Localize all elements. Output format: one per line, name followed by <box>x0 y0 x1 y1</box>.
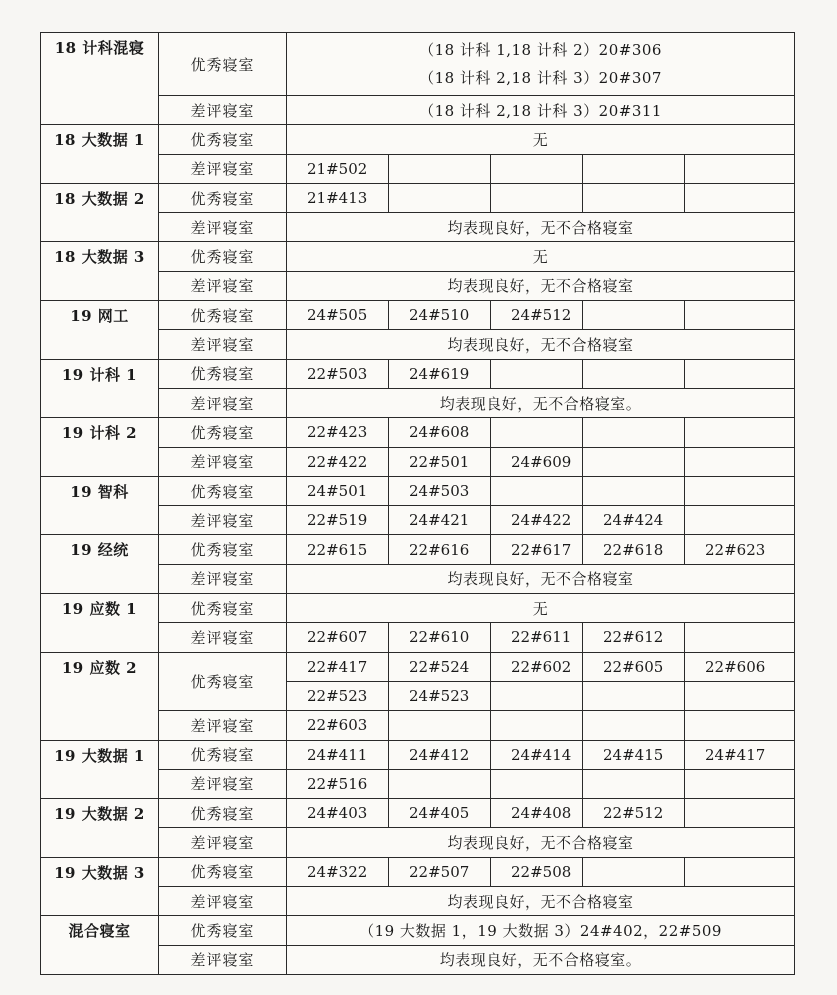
empty-cell <box>685 623 795 652</box>
evaluation-type-cell: 差评寝室 <box>159 769 287 798</box>
class-name-cell: 19 大数据 2 <box>41 799 159 858</box>
class-name-cell: 18 大数据 3 <box>41 242 159 301</box>
table-row <box>41 359 795 388</box>
evaluation-type-cell: 优秀寝室 <box>159 242 287 271</box>
table-row <box>41 125 795 154</box>
empty-cell <box>583 359 685 388</box>
room-cell: 21#502 <box>287 154 389 183</box>
empty-cell <box>491 769 583 798</box>
evaluation-type-cell: 优秀寝室 <box>159 33 287 96</box>
empty-cell <box>583 476 685 505</box>
room-cell: 22#606 <box>685 652 795 681</box>
evaluation-type-cell: 优秀寝室 <box>159 359 287 388</box>
merged-note-cell: 均表现良好，无不合格寝室 <box>287 887 795 916</box>
empty-cell <box>685 359 795 388</box>
room-cell: 22#523 <box>287 681 389 710</box>
class-name-cell: 19 计科 2 <box>41 418 159 477</box>
evaluation-type-cell: 差评寝室 <box>159 271 287 300</box>
empty-cell <box>491 711 583 740</box>
class-name-cell: 18 大数据 1 <box>41 125 159 184</box>
empty-cell <box>583 154 685 183</box>
table-row <box>41 183 795 212</box>
merged-note-cell: （19 大数据 1，19 大数据 3）24#402，22#509 <box>287 916 795 945</box>
room-cell: 22#610 <box>389 623 491 652</box>
table-row <box>41 418 795 447</box>
room-cell: 22#423 <box>287 418 389 447</box>
empty-cell <box>491 359 583 388</box>
merged-note-cell: 无 <box>287 594 795 623</box>
evaluation-type-cell: 优秀寝室 <box>159 125 287 154</box>
room-line: （18 计科 2,18 计科 3）20#307 <box>419 69 662 87</box>
table-row <box>41 33 795 96</box>
merged-note-cell: （18 计科 2,18 计科 3）20#311 <box>287 96 795 125</box>
table-row <box>41 799 795 828</box>
evaluation-type-cell: 差评寝室 <box>159 564 287 593</box>
empty-cell <box>685 506 795 535</box>
room-cell: 24#512 <box>491 301 583 330</box>
evaluation-type-cell: 差评寝室 <box>159 330 287 359</box>
room-cell: 22#512 <box>583 799 685 828</box>
table-row <box>41 535 795 564</box>
room-cell: 21#413 <box>287 183 389 212</box>
room-cell: 22#618 <box>583 535 685 564</box>
room-line: （18 计科 1,18 计科 2）20#306 <box>419 41 662 59</box>
dormitory-evaluation-table <box>40 32 795 975</box>
empty-cell <box>583 301 685 330</box>
room-cell: 22#605 <box>583 652 685 681</box>
room-cell: 22#524 <box>389 652 491 681</box>
class-name-cell: 混合寝室 <box>41 916 159 975</box>
room-cell: 22#507 <box>389 857 491 886</box>
room-cell: 22#602 <box>491 652 583 681</box>
room-cell: 24#503 <box>389 476 491 505</box>
merged-note-cell: 均表现良好，无不合格寝室 <box>287 564 795 593</box>
evaluation-type-cell: 差评寝室 <box>159 96 287 125</box>
room-cell: 24#405 <box>389 799 491 828</box>
class-name-cell: 18 计科混寝 <box>41 33 159 125</box>
evaluation-type-cell: 差评寝室 <box>159 154 287 183</box>
room-cell: 24#415 <box>583 740 685 769</box>
empty-cell <box>685 681 795 710</box>
empty-cell <box>389 711 491 740</box>
table-row <box>41 740 795 769</box>
empty-cell <box>685 301 795 330</box>
merged-note-cell: 均表现良好，无不合格寝室 <box>287 213 795 242</box>
merged-note-cell: 无 <box>287 125 795 154</box>
room-cell: 22#603 <box>287 711 389 740</box>
merged-note-cell: 均表现良好，无不合格寝室 <box>287 330 795 359</box>
room-cell: 24#608 <box>389 418 491 447</box>
empty-cell <box>685 711 795 740</box>
room-cell: 22#616 <box>389 535 491 564</box>
evaluation-type-cell: 差评寝室 <box>159 506 287 535</box>
room-cell: 22#516 <box>287 769 389 798</box>
empty-cell <box>491 183 583 212</box>
class-name-cell: 18 大数据 2 <box>41 183 159 242</box>
room-cell: 22#503 <box>287 359 389 388</box>
table-row <box>41 594 795 623</box>
empty-cell <box>491 154 583 183</box>
room-cell: 24#412 <box>389 740 491 769</box>
evaluation-type-cell: 差评寝室 <box>159 711 287 740</box>
room-cell: 22#623 <box>685 535 795 564</box>
class-name-cell: 19 智科 <box>41 476 159 535</box>
evaluation-type-cell: 优秀寝室 <box>159 740 287 769</box>
empty-cell <box>583 418 685 447</box>
merged-note-cell: 无 <box>287 242 795 271</box>
empty-cell <box>583 711 685 740</box>
room-cell: 22#501 <box>389 447 491 476</box>
class-name-cell: 19 大数据 1 <box>41 740 159 799</box>
evaluation-type-cell: 优秀寝室 <box>159 857 287 886</box>
room-cell: 22#417 <box>287 652 389 681</box>
room-cell: 24#411 <box>287 740 389 769</box>
merged-note-cell: 均表现良好，无不合格寝室。 <box>287 388 795 417</box>
room-cell: 24#505 <box>287 301 389 330</box>
empty-cell <box>389 769 491 798</box>
empty-cell <box>685 476 795 505</box>
empty-cell <box>685 154 795 183</box>
merged-note-cell: 均表现良好，无不合格寝室 <box>287 828 795 857</box>
empty-cell <box>491 681 583 710</box>
empty-cell <box>685 857 795 886</box>
class-name-cell: 19 经统 <box>41 535 159 594</box>
evaluation-type-cell: 优秀寝室 <box>159 418 287 447</box>
empty-cell <box>491 418 583 447</box>
evaluation-type-cell: 差评寝室 <box>159 213 287 242</box>
room-cell: 24#417 <box>685 740 795 769</box>
empty-cell <box>583 447 685 476</box>
evaluation-type-cell: 优秀寝室 <box>159 799 287 828</box>
table-row <box>41 652 795 681</box>
evaluation-type-cell: 优秀寝室 <box>159 183 287 212</box>
evaluation-type-cell: 差评寝室 <box>159 623 287 652</box>
merged-note-cell: 均表现良好，无不合格寝室 <box>287 271 795 300</box>
room-cell: 22#519 <box>287 506 389 535</box>
empty-cell <box>583 769 685 798</box>
room-cell: 22#607 <box>287 623 389 652</box>
evaluation-type-cell: 优秀寝室 <box>159 916 287 945</box>
class-name-cell: 19 网工 <box>41 301 159 360</box>
room-cell: 22#615 <box>287 535 389 564</box>
room-cell: 24#510 <box>389 301 491 330</box>
empty-cell <box>583 183 685 212</box>
evaluation-type-cell: 优秀寝室 <box>159 301 287 330</box>
room-cell: 24#424 <box>583 506 685 535</box>
evaluation-type-cell: 优秀寝室 <box>159 594 287 623</box>
room-cell: 24#408 <box>491 799 583 828</box>
table-row <box>41 242 795 271</box>
evaluation-type-cell: 优秀寝室 <box>159 476 287 505</box>
class-name-cell: 19 大数据 3 <box>41 857 159 916</box>
empty-cell <box>389 154 491 183</box>
room-cell: 24#619 <box>389 359 491 388</box>
empty-cell <box>491 476 583 505</box>
table-row <box>41 301 795 330</box>
room-cell: 24#421 <box>389 506 491 535</box>
empty-cell <box>685 183 795 212</box>
room-cell: 24#609 <box>491 447 583 476</box>
room-cell: 22#422 <box>287 447 389 476</box>
evaluation-type-cell: 优秀寝室 <box>159 535 287 564</box>
empty-cell <box>685 799 795 828</box>
empty-cell <box>685 418 795 447</box>
evaluation-type-cell: 差评寝室 <box>159 447 287 476</box>
evaluation-type-cell: 差评寝室 <box>159 887 287 916</box>
empty-cell <box>685 447 795 476</box>
room-cell: 24#403 <box>287 799 389 828</box>
room-cell: 22#612 <box>583 623 685 652</box>
table-row <box>41 916 795 945</box>
room-cell: 24#523 <box>389 681 491 710</box>
joined-rooms-cell <box>287 33 795 96</box>
class-name-cell: 19 计科 1 <box>41 359 159 418</box>
empty-cell <box>583 681 685 710</box>
room-cell: 24#422 <box>491 506 583 535</box>
empty-cell <box>685 769 795 798</box>
evaluation-type-cell: 优秀寝室 <box>159 652 287 711</box>
room-cell: 22#617 <box>491 535 583 564</box>
class-name-cell: 19 应数 2 <box>41 652 159 740</box>
empty-cell <box>583 857 685 886</box>
room-cell: 24#322 <box>287 857 389 886</box>
room-cell: 22#508 <box>491 857 583 886</box>
room-cell: 24#414 <box>491 740 583 769</box>
evaluation-type-cell: 差评寝室 <box>159 388 287 417</box>
table-row <box>41 476 795 505</box>
room-cell: 24#501 <box>287 476 389 505</box>
table-row <box>41 857 795 886</box>
evaluation-type-cell: 差评寝室 <box>159 945 287 974</box>
merged-note-cell: 均表现良好，无不合格寝室。 <box>287 945 795 974</box>
empty-cell <box>389 183 491 212</box>
class-name-cell: 19 应数 1 <box>41 594 159 653</box>
evaluation-type-cell: 差评寝室 <box>159 828 287 857</box>
room-cell: 22#611 <box>491 623 583 652</box>
